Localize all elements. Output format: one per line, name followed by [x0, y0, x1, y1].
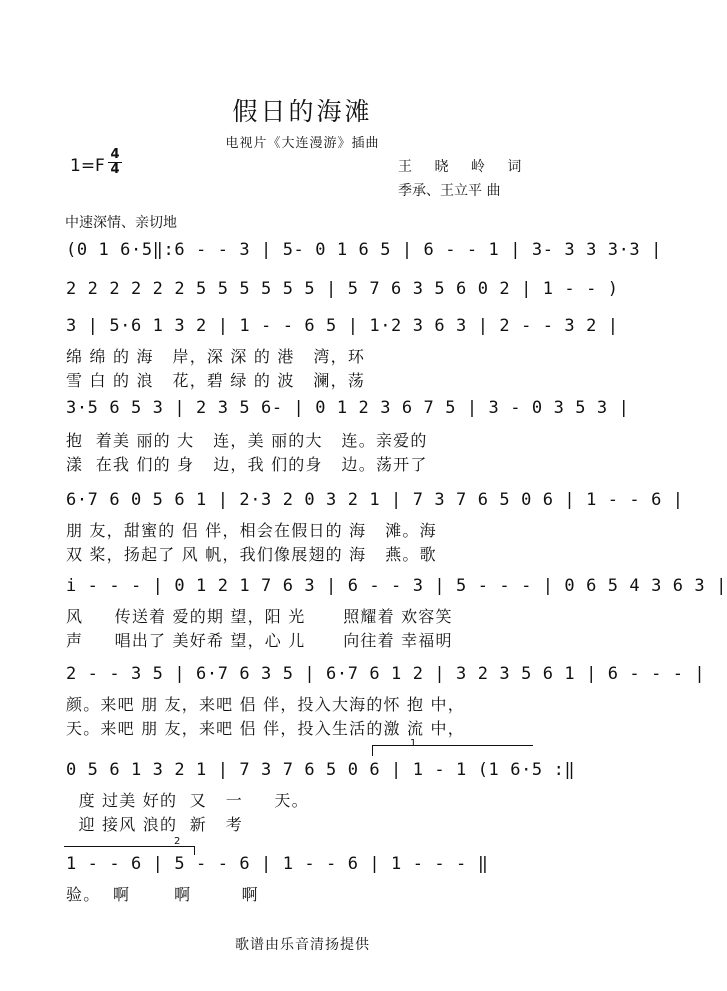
- volta-bracket-1: [372, 745, 533, 756]
- lyric-line-4-verse-1: 抱 着美 丽的 大 连，美 丽的大 连。亲爱的: [66, 431, 428, 450]
- key-signature: 1=F: [70, 156, 105, 176]
- score-line-2: 2 2 2 2 2 2 5 5 5 5 5 5 | 5 7 6 3 5 6 0 2 | 1 - - ): [66, 279, 619, 299]
- lyric-line-5-verse-1: 朋 友，甜蜜的 侣 伴，相会在假日的 海 滩。海: [66, 521, 437, 540]
- lyric-line-8-verse-1: 度 过美 好的 又 一 天。: [66, 791, 309, 810]
- song-title: 假日的海滩: [232, 97, 373, 126]
- score-line-1: (0 1 6·5‖:6 - - 3 | 5- 0 1 6 5 | 6 - - 1 | 3- 3 3 3·3 |: [66, 240, 662, 260]
- lyric-line-7-verse-1: 颜。来吧 朋 友，来吧 侣 伴，投入大海的怀 抱 中，: [66, 695, 465, 714]
- lyric-line-8-verse-2: 迎 接风 浪的 新 考: [66, 815, 243, 834]
- lyric-line-5-verse-2: 双 桨，扬起了 风 帆，我们像展翅的 海 燕。歌: [66, 545, 437, 564]
- volta-2-number: 2: [174, 836, 181, 847]
- time-signature: [108, 149, 122, 176]
- composer-credit: 季承、王立平 曲: [398, 183, 501, 199]
- song-subtitle: 电视片《大连漫游》插曲: [225, 136, 380, 151]
- lyric-line-6-verse-2: 声 唱出了 美好希 望，心 儿 向往着 幸福明: [66, 631, 453, 650]
- score-line-3: 3 | 5·6 1 3 2 | 1 - - 6 5 | 1·2 3 6 3 | 2 - - 3 2 |: [66, 316, 619, 336]
- lyricist-credit: 王 晓 岭 词: [398, 159, 531, 175]
- time-signature-top: 4: [110, 147, 120, 162]
- source-credit: 歌谱由乐音清扬提供: [235, 937, 370, 953]
- score-line-6: i - - - | 0 1 2 1 7 6 3 | 6 - - 3 | 5 - - - | 0 6 5 4 3 6 3 |: [66, 576, 727, 596]
- time-signature-bottom: 4: [110, 162, 120, 177]
- lyric-line-7-verse-2: 天。来吧 朋 友，来吧 侣 伴，投入生活的激 流 中，: [66, 719, 465, 738]
- score-line-4: 3·5 6 5 3 | 2 3 5 6- | 0 1 2 3 6 7 5 | 3 - 0 3 5 3 |: [66, 398, 630, 418]
- lyric-line-4-verse-2: 漾 在我 们的 身 边，我 们的身 边。荡开了: [66, 455, 428, 474]
- lyric-line-3-verse-1: 绵 绵 的 海 岸，深 深 的 港 湾，环: [66, 347, 366, 366]
- tempo-marking: 中速深情、亲切地: [65, 215, 177, 231]
- volta-1-number: 1: [410, 738, 417, 749]
- lyric-line-9: 验。 啊 啊 啊: [66, 885, 259, 904]
- score-line-8: 0 5 6 1 3 2 1 | 7 3 7 6 5 0 6 | 1 - 1 (1 6·5 :‖: [66, 760, 576, 780]
- lyric-line-3-verse-2: 雪 白 的 浪 花，碧 绿 的 波 澜，荡: [66, 371, 366, 390]
- score-line-9: 1 - - 6 | 5 - - 6 | 1 - - 6 | 1 - - - ‖: [66, 854, 489, 874]
- score-line-7: 2 - - 3 5 | 6·7 6 3 5 | 6·7 6 1 2 | 3 2 3 5 6 1 | 6 - - - |: [66, 664, 706, 684]
- lyric-line-6-verse-1: 风 传送着 爱的期 望，阳 光 照耀着 欢容笑: [66, 607, 453, 626]
- score-line-5: 6·7 6 0 5 6 1 | 2·3 2 0 3 2 1 | 7 3 7 6 5 0 6 | 1 - - 6 |: [66, 490, 684, 510]
